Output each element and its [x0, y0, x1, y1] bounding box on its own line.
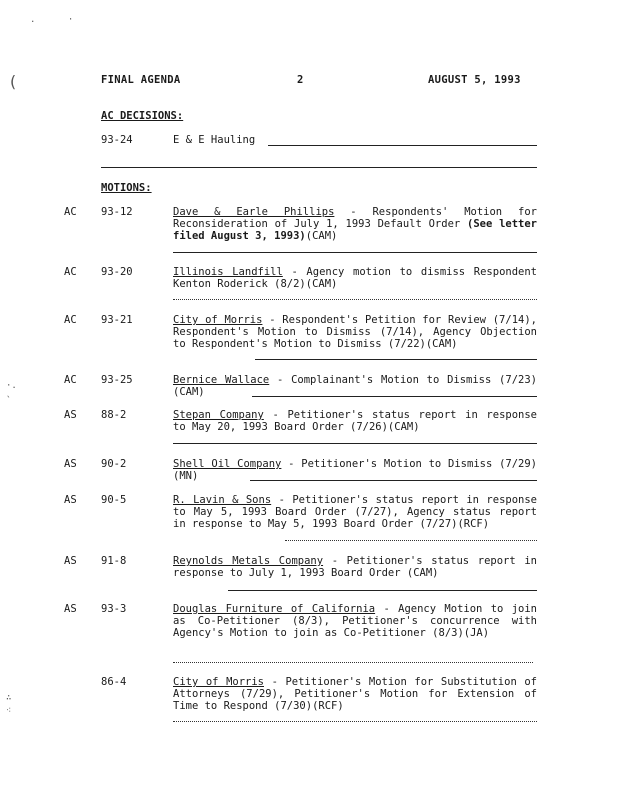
- motion-desc: - Petitioner's status report in response to May 20, 1993 Board Order (7/26)(CAM): [173, 409, 537, 433]
- motion-desc: - Respondent's Petition for Review (7/14), Respondent's Motion to Dismiss (7/14), Agency Objection to Respondent's Motion to Dismiss (7/22)(CAM): [173, 314, 537, 350]
- motion-number: 93-21: [101, 314, 133, 326]
- scan-specks: . ·: [30, 15, 74, 25]
- motion-desc: - Petitioner's status report in response to May 5, 1993 Board Order (7/27), Agency status report in response to May 5, 1993 Board Order (7/27)(RCF): [173, 494, 537, 530]
- motion-number: 93-3: [101, 603, 127, 615]
- decision-number: 93-24: [101, 134, 133, 146]
- motion-title: City of Morris: [173, 314, 263, 326]
- motion-line: [173, 252, 537, 253]
- motion-code: AC: [64, 266, 77, 278]
- motion-text: [173, 374, 537, 398]
- motion-number: 90-5: [101, 494, 127, 506]
- agenda-title: FINAL AGENDA: [101, 74, 181, 86]
- motion-line: [173, 721, 537, 722]
- motion-text: [173, 206, 537, 242]
- motion-number: 93-20: [101, 266, 133, 278]
- agenda-date: AUGUST 5, 1993: [428, 74, 521, 86]
- motion-desc: - Petitioner's Motion to Dismiss (7/29)(MN): [173, 458, 537, 482]
- motions-heading: MOTIONS:: [101, 182, 152, 194]
- motion-desc: - Petitioner's status report in response to July 1, 1993 Board Order (CAM): [173, 555, 537, 579]
- motion-title: Shell Oil Company: [173, 458, 282, 470]
- motion-code: AS: [64, 458, 77, 470]
- motion-title: Illinois Landfill: [173, 266, 283, 278]
- motion-title: Douglas Furniture of California: [173, 603, 376, 615]
- motion-text: [173, 676, 537, 712]
- scan-mark: (: [8, 72, 18, 91]
- decision-title: E & E Hauling: [173, 134, 256, 146]
- separator-line: [101, 167, 537, 168]
- scan-specks: ⁖: [6, 706, 12, 716]
- motion-number: 88-2: [101, 409, 127, 421]
- motion-title: R. Lavin & Sons: [173, 494, 272, 506]
- motion-title: Dave & Earle Phillips: [173, 206, 335, 218]
- motion-code: AS: [64, 409, 77, 421]
- motion-text: [173, 555, 537, 579]
- motion-desc: - Agency motion to dismiss Respondent Kenton Roderick (8/2)(CAM): [173, 266, 537, 290]
- motion-line: [255, 359, 537, 360]
- motion-number: 91-8: [101, 555, 127, 567]
- motion-desc: - Petitioner's Motion for Substitution of Attorneys (7/29), Petitioner's Motion for Extension of Time to Respond (7/30)(RCF): [173, 676, 537, 712]
- motion-line: [250, 480, 537, 481]
- motion-title: Reynolds Metals Company: [173, 555, 324, 567]
- motion-number: 90-2: [101, 458, 127, 470]
- motion-desc: - Agency Motion to join as Co-Petitioner (8/3), Petitioner's concurrence with Agency's Motion to join as Co-Petitioner (8/3)(JA): [173, 603, 538, 639]
- decision-line: [268, 145, 537, 146]
- motion-tail: (CAM): [305, 230, 338, 242]
- motion-code: AS: [64, 603, 77, 615]
- motion-line: [173, 662, 533, 663]
- motion-number: 86-4: [101, 676, 127, 688]
- motion-title: City of Morris: [173, 676, 264, 688]
- scan-specks: ∴: [6, 693, 12, 703]
- motion-title: Stepan Company: [173, 409, 264, 421]
- motion-line: [228, 590, 537, 591]
- scan-specks: `: [6, 396, 12, 406]
- motion-line: [173, 443, 537, 444]
- motion-code: AC: [64, 314, 77, 326]
- scan-specks: ·.: [6, 381, 17, 391]
- motion-text: [173, 494, 537, 530]
- motion-note: (See letter filed August 3, 1993): [173, 218, 537, 242]
- motion-number: 93-25: [101, 374, 133, 386]
- motion-text: [173, 409, 537, 433]
- motion-line: [285, 540, 537, 541]
- motion-desc: - Respondents' Motion for Reconsideration of July 1, 1993 Default Order: [173, 206, 537, 230]
- motion-code: AS: [64, 555, 77, 567]
- motion-text: [173, 458, 537, 482]
- motion-code: AC: [64, 206, 77, 218]
- motion-code: AS: [64, 494, 77, 506]
- ac-decisions-heading: AC DECISIONS:: [101, 110, 184, 122]
- motion-title: Bernice Wallace: [173, 374, 270, 386]
- motion-desc: - Complainant's Motion to Dismiss (7/23)(CAM): [173, 374, 537, 398]
- page-number: 2: [297, 74, 304, 86]
- motion-text: [173, 266, 537, 290]
- motion-text: [173, 603, 537, 639]
- motion-text: [173, 314, 537, 350]
- motion-number: 93-12: [101, 206, 133, 218]
- motion-code: AC: [64, 374, 77, 386]
- motion-line: [252, 396, 537, 397]
- motion-line: [173, 299, 537, 300]
